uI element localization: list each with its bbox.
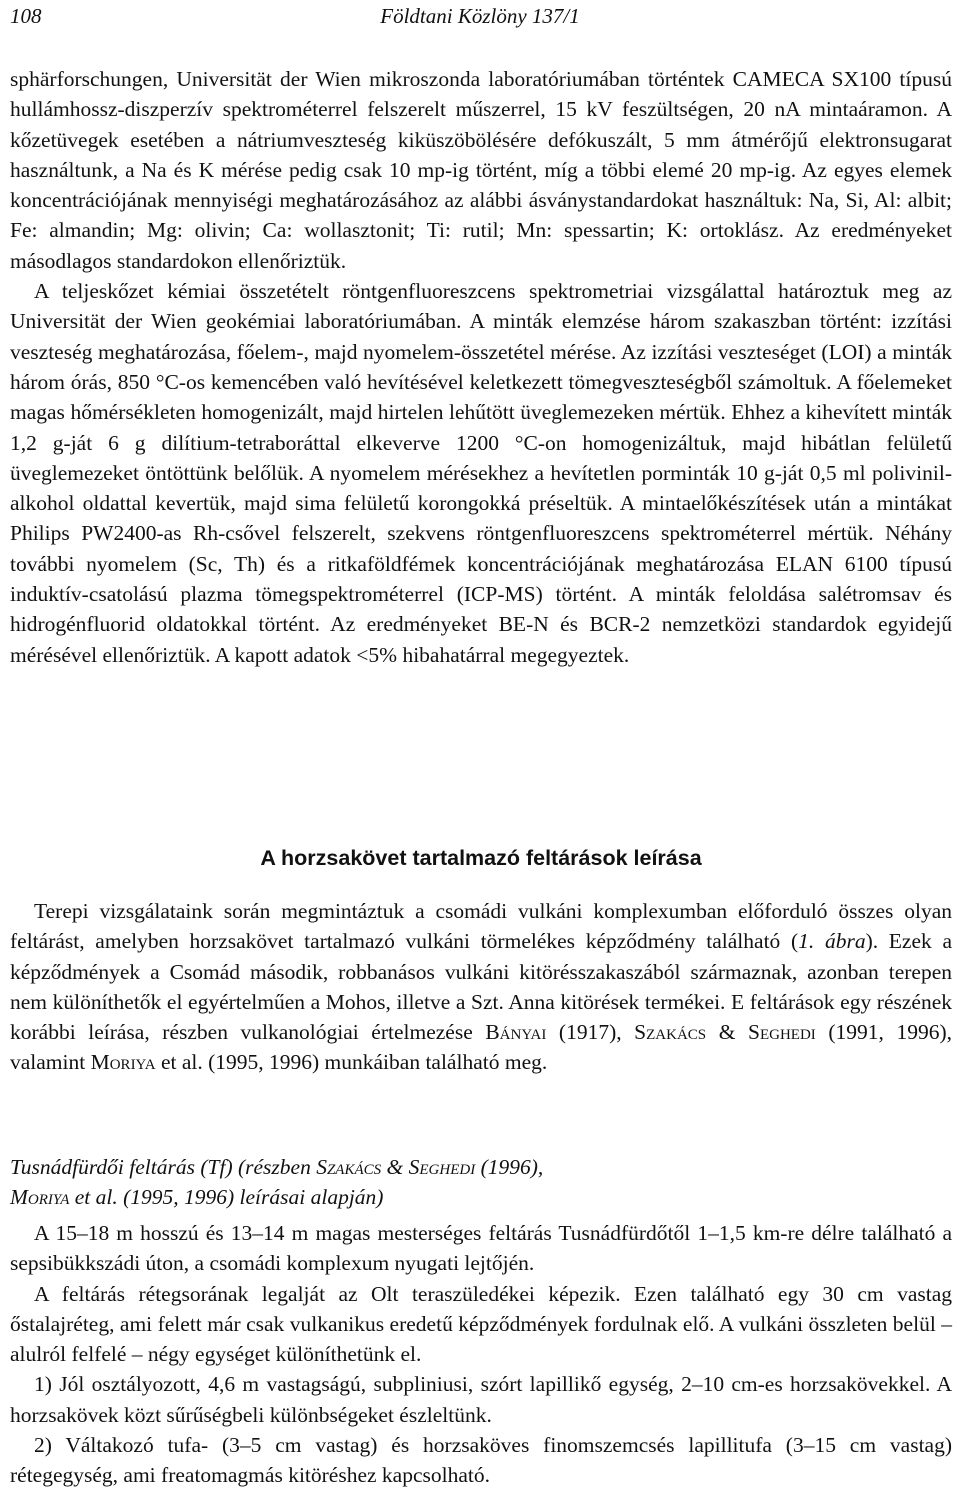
subsection-title-line-2: Moriya et al. (1995, 1996) leírásai alapján): [10, 1185, 384, 1209]
author-banyai: Bányai: [485, 1020, 547, 1045]
methods-text: [10, 64, 952, 670]
author-seghedi: Seghedi: [748, 1020, 816, 1045]
methods-paragraph-2: A teljeskőzet kémiai összetételt röntgenfluoreszcens spektrometriai vizsgálattal határoztuk meg az Universität der Wien geokémiai laboratóriumában. A minták elemzése három szakaszban történt: izzítási veszteség meghatározása, főelem-, majd nyomelem-összetétel mérése. Az izzítási veszteséget (LOI) a minták három órás, 850 °C-os kemencében való hevítésével keletkezett tömegveszteségből számoltuk. A főelemeket magas hőmérsékleten homogenizált, majd hirtelen lehűtött üveglemezeken mértük. Ehhez a kihevített minták 1,2 g-ját 6 g dilítium-tetraboráttal elkeverve 1200 °C-on homogenizáltuk, majd hibátlan felületű üveglemezeket öntöttünk belőlük. A nyomelem mérésekhez a hevítetlen porminták 10 g-ját 0,5 ml polivinil-alkohol oldattal kevertük, majd sima felületű korongokká préseltük. A mintaelőkészítések után a mintákat Philips PW2400-as Rh-csővel felszerelt, szekvens röntgenfluoreszcens spektrométerrel mértük. Néhány további nyomelem (Sc, Th) és a ritkaföldfémek koncentrációjának meghatározása ELAN 6100 típusú induktív-csatolású plazma tömegspektrométerrel (ICP-MS) történt. A minták feloldása salétromsav és hidrogénfluorid oldatokkal történt. Az eredményeket BE-N és BCR-2 nemzetközi standardok egyidejű mérésével ellenőriztük. A kapott adatok <5% hibahatárral megegyeztek.: [10, 279, 952, 667]
subsection-paragraph-2: A feltárás rétegsorának legalját az Olt teraszüledékei képezik. Ezen található egy 30 cm vastag őstalajréteg, ami felett már csak vulkanikus eredetű képződmények fordulnak elő. A vulkáni összleten belül – alulról felfelé – négy egységet különíthetünk el.: [10, 1281, 952, 1367]
subsection-paragraph-4: 2) Váltakozó tufa- (3–5 cm vastag) és horzsaköves finomszemcsés lapillitufa (3–15 cm vastag) rétegegység, ami freatomagmás kitöréshez kapcsolható.: [10, 1433, 952, 1488]
methods-paragraph-1: sphärforschungen, Universität der Wien mikroszonda laboratóriumában történtek CAMECA SX100 típusú hullámhossz-diszperzív spektrométerrel felszerelt műszerrel, 15 kV feszültségen, 20 nA mintaáramon. A kőzetüvegek esetében a nátriumveszteség kiküszöbölésére defókuszált, 5 mm átmérőjű elektronsugarat használtunk, a Na és K mérése pedig csak 10 mp-ig történt, míg a többi elemé 20 mp-ig. Az egyes elemek koncentrációjának mennyiségi meghatározásához az alábbi ásványstandardokat használtuk: Na, Si, Al: albit; Fe: almandin; Mg: olivin; Ca: wollasztonit; Ti: rutil; Mn: spessartin; K: ortoklász. Az eredményeket másodlagos standardokon ellenőriztük.: [10, 67, 952, 273]
journal-title: Földtani Közlöny 137/1: [380, 4, 580, 28]
author-moriya: Moriya: [90, 1050, 156, 1075]
author-szakacs: Szakács: [634, 1020, 707, 1045]
figure-reference: 1. ábra: [798, 929, 866, 954]
section-intro-paragraph: Terepi vizsgálataink során megmintáztuk a csomádi vulkáni komplexumban előforduló összes olyan feltárást, amelyben horzsakövet tartalmazó vulkáni törmelékes képződmény található (1. ábra). Ezek a képződmények a Csomád második, robbanásos vulkáni kitörésszakaszából származnak, azonban terepen nem különíthetők el egyértelműen a Mohos, illetve a Szt. Anna kitörések termékei. E feltárások egy részének korábbi leírása, részben vulkanológiai értelmezése Bányai (1917), Szakács & Seghedi (1991, 1996), valamint Moriya et al. (1995, 1996) munkáiban található meg.: [10, 899, 952, 1075]
subsection-title-line-1: Tusnádfürdői feltárás (Tf) (részben Szakács & Seghedi (1996),: [10, 1155, 544, 1179]
subsection-title: [10, 1152, 952, 1212]
page-number: 108: [10, 4, 42, 28]
subsection-paragraph-3: 1) Jól osztályozott, 4,6 m vastagságú, subpliniusi, szórt lapillikő egység, 2–10 cm-es horzsakövekkel. A horzsakövek közt sűrűségbeli különbségeket észleltünk.: [10, 1372, 952, 1427]
section-heading: A horzsakövet tartalmazó feltárások leírása: [260, 846, 702, 870]
running-header: [10, 4, 950, 36]
subsection-text: [10, 1218, 952, 1491]
section-intro: [10, 896, 952, 1078]
subsection-paragraph-1: A 15–18 m hosszú és 13–14 m magas mesterséges feltárás Tusnádfürdőtől 1–1,5 km-re délre található a sepsibükkszádi úton, a csomádi komplexum nyugati lejtőjén.: [10, 1221, 952, 1276]
